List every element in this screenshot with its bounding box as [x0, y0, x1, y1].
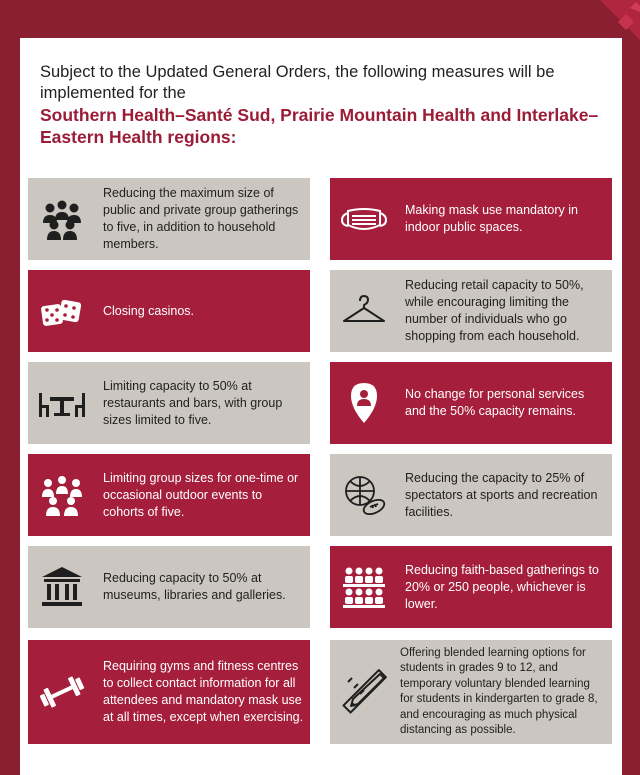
measure-card-faith-gatherings — [330, 546, 612, 628]
measure-card-restaurants — [28, 362, 310, 444]
group-people-icon — [38, 195, 86, 243]
measure-text: Making mask use mandatory in indoor public spaces. — [405, 203, 578, 234]
measure-text: Requiring gyms and fitness centres to collect contact information for all attendees and mandatory mask use at all times, except when exercising. — [103, 659, 304, 724]
measure-card-outdoor-events — [28, 454, 310, 536]
measure-card-schools — [330, 640, 612, 744]
measure-text: Reducing faith-based gatherings to 20% or 250 people, whichever is lower. — [405, 562, 599, 611]
measure-text: No change for personal services and the 50% capacity remains. — [405, 387, 585, 418]
sports-balls-icon — [340, 471, 388, 519]
regions-heading: Southern Health–Santé Sud, Prairie Mountain Health and Interlake–Eastern Health regions: — [40, 105, 599, 147]
measure-text: Reducing the maximum size of public and private group gatherings to five, in addition to household members. — [103, 186, 299, 251]
clothes-hanger-icon — [340, 287, 388, 335]
measure-text: Offering blended learning options for students in grades 9 to 12, and temporary voluntary blended learning for students in kindergarten to grade 8, and encouraging as much physical distancing as possible. — [400, 646, 598, 736]
museum-icon — [38, 563, 86, 611]
dumbbell-icon — [38, 668, 86, 716]
measure-card-museums — [28, 546, 310, 628]
measure-text: Reducing the capacity to 25% of spectators at sports and recreation facilities. — [405, 470, 598, 519]
measure-card-sports — [330, 454, 612, 536]
corner-decoration — [560, 0, 640, 40]
measure-card-masks — [330, 178, 612, 260]
measure-card-group-gatherings — [28, 178, 310, 260]
measure-text: Closing casinos. — [103, 303, 195, 318]
measures-panel — [20, 38, 622, 775]
measure-card-personal-services — [330, 362, 612, 444]
measure-text: Limiting capacity to 50% at restaurants and bars, with group sizes limited to five. — [103, 378, 283, 427]
measure-card-gyms — [28, 640, 310, 744]
measure-card-casinos — [28, 270, 310, 352]
restaurant-table-icon — [38, 379, 86, 427]
pencil-ruler-icon — [340, 668, 388, 716]
dice-icon — [38, 287, 86, 335]
measure-card-retail — [330, 270, 612, 352]
intro-text: Subject to the Updated General Orders, the following measures will be implemented for the — [40, 63, 555, 102]
location-person-icon — [340, 379, 388, 427]
outdoor-group-icon — [38, 471, 86, 519]
face-mask-icon — [340, 195, 388, 243]
congregation-icon — [340, 563, 388, 611]
measure-text: Reducing capacity to 50% at museums, libraries and galleries. — [103, 571, 286, 602]
measure-text: Limiting group sizes for one-time or occasional outdoor events to cohorts of five. — [103, 470, 299, 519]
measure-text: Reducing retail capacity to 50%, while encouraging limiting the number of individuals who go shopping from each household. — [405, 278, 584, 343]
